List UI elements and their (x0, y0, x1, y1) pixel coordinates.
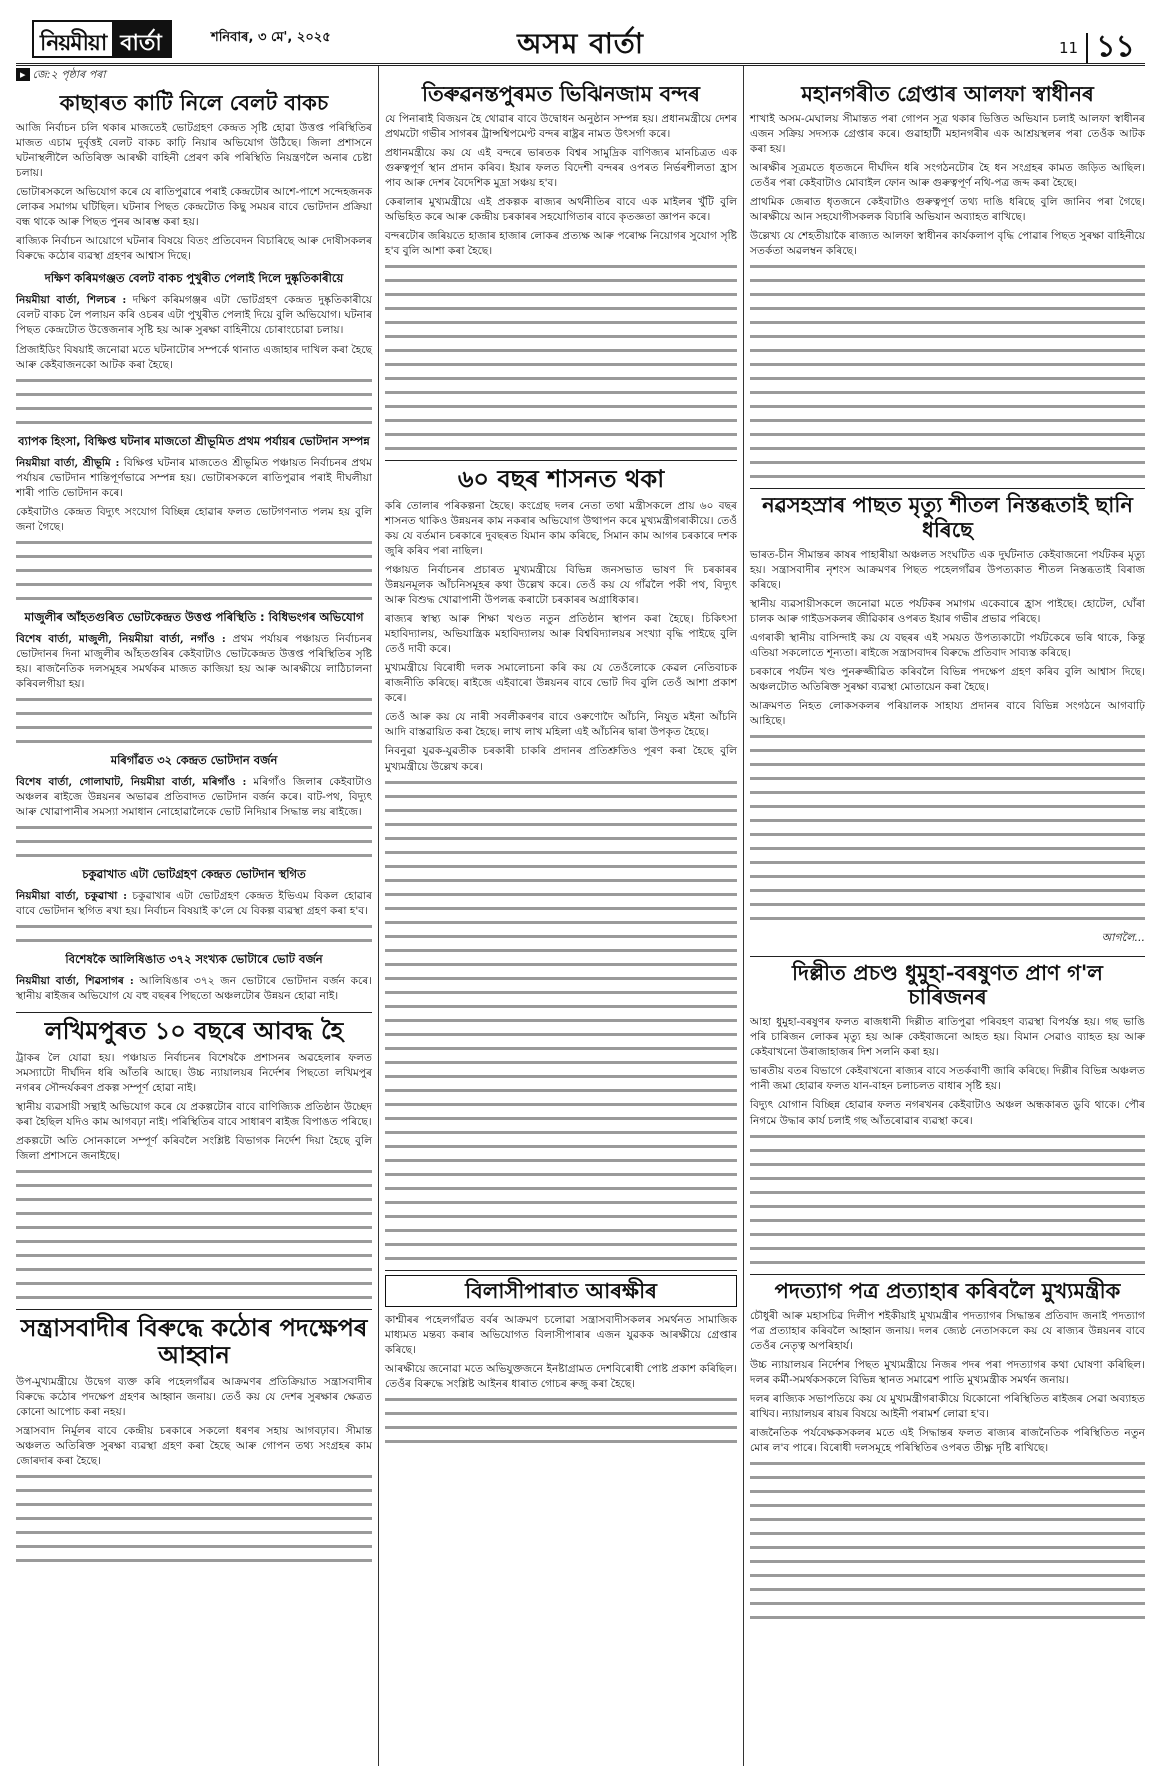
headline: সন্ত্ৰাসবাদীৰ বিৰুদ্ধে কঠোৰ পদক্ষেপৰ আহ্বান (20, 1312, 368, 1370)
paragraph: মুখ্যমন্ত্ৰীয়ে বিৰোধী দলক সমালোচনা কৰি কয় যে তেওঁলোকে কেৱল নেতিবাচক ৰাজনীতি কৰিছে। ৰাইজে এইবাৰো উন্নয়নৰ বাবে ভোট দিব বুলি তেওঁ আশা প্ৰকাশ কৰে। (385, 662, 737, 705)
paragraph: প্ৰিজাইডিং বিষয়াই জনোৱা মতে ঘটনাটোৰ সম্পৰ্কে থানাত এজাহাৰ দাখিল কৰা হৈছে আৰু কেইবাজনকো আটক কৰা হৈছে। (16, 343, 372, 371)
paragraph: তেওঁ আৰু কয় যে নাৰী সবলীকৰণৰ বাবে ওৰুণোদৈ আঁচনি, নিযুত মইনা আঁচনি আদি বাস্তৱায়িত কৰা হৈছে। লাখ লাখ মহিলা এই আঁচনিৰ দ্বাৰা উপকৃত হৈছে। (385, 711, 737, 739)
column-divider (743, 66, 744, 1766)
text-block (16, 923, 372, 944)
subheading: চকুৱাখাত এটা ভোটগ্ৰহণ কেন্দ্ৰত ভোটদান স্থগিত (82, 866, 306, 881)
subheading: ব্যাপক হিংসা, বিক্ষিপ্ত ঘটনাৰ মাজতো শ্ৰীভূমিত প্ৰথম পৰ্যায়ৰ ভোটদান সম্পন্ন (18, 433, 370, 448)
text-block (385, 1396, 737, 1445)
headline-box: বিলাসীপাৰাত আৰক্ষীৰ (385, 1275, 737, 1307)
paragraph: চৌধুৰী আৰু মহাসচিৱ দিলীপ শইকীয়াই মুখ্যমন্ত্ৰীৰ পদত্যাগৰ সিদ্ধান্তৰ প্ৰতিবাদ জনাই পদত্যাগ পত্ৰ প্ৰত্যাহাৰ কৰিবলৈ আহ্বান জনায়। দলৰ জ্যেষ্ঠ নেতাসকলে কয় যে ৰাজ্যৰ উন্নয়নৰ বাবে তেওঁৰ নেতৃত্ব অপৰিহাৰ্য। (750, 1309, 1145, 1352)
paragraph (16, 632, 372, 692)
story-divider (750, 488, 1145, 489)
paragraph: বিদ্যুৎ যোগান বিচ্ছিন্ন হোৱাৰ ফলত নগৰখনৰ কেইবাটাও অঞ্চল অন্ধকাৰত ডুবি থাকে। পৌৰ নিগমে উদ্ধাৰ কাৰ্য চলাই গছ আঁতৰোৱাৰ ব্যৱস্থা কৰে। (750, 1099, 1145, 1127)
paragraph: ৰাজনৈতিক পৰ্যবেক্ষকসকলৰ মতে এই সিদ্ধান্তৰ ফলত ৰাজ্যৰ ৰাজনৈতিক পৰিস্থিতিত নতুন মোৰ ল'ব পাৰে। বিৰোধী দলসমূহে পৰিস্থিতিৰ ওপৰত তীক্ষ্ণ দৃষ্টি ৰাখিছে। (750, 1426, 1145, 1454)
story-divider (16, 1012, 372, 1013)
paragraph: উচ্চ ন্যায়ালয়ৰ নিৰ্দেশৰ পিছত মুখ্যমন্ত্ৰীয়ে নিজৰ পদৰ পৰা পদত্যাগৰ কথা ঘোষণা কৰিছিল। দলৰ কৰ্মী-সমৰ্থকসকলে বিভিন্ন স্থানত সমাৱেশ পাতি মুখ্যমন্ত্ৰীক সমৰ্থন জনায়। (750, 1358, 1145, 1386)
headline: তিৰুৱনন্তপুৰমত ভিঝিনজাম বন্দৰ (422, 81, 700, 106)
middle-column (385, 66, 737, 1452)
section-title: অসম বাৰ্তা (517, 27, 644, 60)
paragraph: আজি নিৰ্বাচন চলি থকাৰ মাজতেই ভোটগ্ৰহণ কেন্দ্ৰত সৃষ্টি হোৱা উত্তপ্ত পৰিস্থিতিৰ মাজত এচাম দুৰ্বৃত্তই বেলট বাকচ কাঢ়ি নিয়াৰ অভিযোগ উঠিছে। জিলা প্ৰশাসনে ঘটনাস্থলীলৈ অতিৰিক্ত আৰক্ষী বাহিনী প্ৰেৰণ কৰি পৰিস্থিতি নিয়ন্ত্ৰণলৈ অনাৰ চেষ্টা চলায়। (16, 122, 372, 180)
paragraph: কৰি তোলাৰ পৰিকল্পনা হৈছে। কংগ্ৰেছ দলৰ নেতা তথা মন্ত্ৰীসকলে প্ৰায় ৬০ বছৰ শাসনত থাকিও উন্নয়নৰ কাম নকৰাৰ অভিযোগ উত্থাপন কৰে মুখ্যমন্ত্ৰীগৰাকীয়ে। তেওঁ কয় যে বৰ্তমান চৰকাৰে দুবছৰত যিমান কাম কৰিছে, সিমান কাম আগৰ চৰকাৰে দশক জুৰি কৰিব পৰা নাছিল। (385, 500, 737, 558)
paragraph: আহা ধুমুহা-বৰষুণৰ ফলত ৰাজধানী দিল্লীত ৰাতিপুৱা পৰিবহণ ব্যৱস্থা বিপৰ্যস্ত হয়। গছ ভাঙি পৰি চাৰিজন লোকৰ মৃত্যু হয় আৰু কেইবাজনো আহত হয়। বিমান সেৱাও ব্যাহত হয় আৰু কেইবাখনো উৰাজাহাজৰ দিশ সলনি কৰা হয়। (750, 1016, 1145, 1059)
paragraph: প্ৰধানমন্ত্ৰীয়ে কয় যে এই বন্দৰে ভাৰতক বিশ্বৰ সামুদ্ৰিক বাণিজ্যৰ মানচিত্ৰত এক গুৰুত্বপূৰ্ণ স্থান প্ৰদান কৰিব। ইয়াৰ ফলত বিদেশী বন্দৰৰ ওপৰত নিৰ্ভৰশীলতা হ্ৰাস পাব আৰু দেশৰ বৈদেশিক মুদ্ৰা সঞ্চয় হ'ব। (385, 147, 737, 190)
dateline: নিয়মীয়া বাৰ্তা, শিলচৰ : (16, 294, 127, 307)
paragraph: উল্লেখ্য যে শেহতীয়াকৈ ৰাজ্যত আলফা স্বাধীনৰ কাৰ্যকলাপ বৃদ্ধি পোৱাৰ পিছত সুৰক্ষা বাহিনীয়ে সতৰ্কতা অৱলম্বন কৰিছে। (750, 230, 1145, 258)
story-divider (385, 460, 737, 461)
paragraph: প্ৰকল্পটো অতি সোনকালে সম্পূৰ্ণ কৰিবলৈ সংশ্লিষ্ট বিভাগক নিৰ্দেশ দিয়া হৈছে বুলি জিলা প্ৰশাসনে জনাইছে। (16, 1134, 372, 1162)
paragraph (16, 456, 372, 501)
paragraph: কেইবাটাও কেন্দ্ৰত বিদ্যুৎ সংযোগ বিচ্ছিন্ন হোৱাৰ ফলত ভোটগণনাত পলম হয় বুলি জনা গৈছে। (16, 505, 372, 533)
paragraph: এগৰাকী স্থানীয় বাসিন্দাই কয় যে বছৰৰ এই সময়ত উপত্যকাটো পৰ্যটকেৰে ভৰি থাকে, কিন্তু এতিয়া সকলোতে শূন্যতা। ৰাইজে সন্ত্ৰাসবাদৰ বিৰুদ্ধে প্ৰতিবাদ সাব্যস্ত কৰিছে। (750, 631, 1145, 659)
paragraph: শাখাই অসম-মেঘালয় সীমান্তত পৰা গোপন সূত্ৰ থকাৰ ভিত্তিত অভিযান চলাই আলফা স্বাধীনৰ এজন সক্ৰিয় সদস্যক গ্ৰেপ্তাৰ কৰে। গুৱাহাটী মহানগৰীৰ এক আশ্ৰয়স্থলৰ পৰা তেওঁক আটক কৰা হয়। (750, 113, 1145, 156)
headline: দিল্লীত প্ৰচণ্ড ধুমুহা-বৰষুণত প্ৰাণ গ'ল চাৰিজনৰ (792, 960, 1103, 1010)
paragraph: প্ৰাথমিক জেৰাত ধৃতজনে কেইবাটাও গুৰুত্বপূৰ্ণ তথ্য দাঙি ধৰিছে বুলি জানিব পৰা গৈছে। আৰক্ষীয়ে আন সহযোগীসকলক বিচাৰি অভিযান অব্যাহত ৰাখিছে। (750, 196, 1145, 224)
subheading: বিশেষকৈ আলিষিঙাত ৩৭২ সংখ্যক ভোটাৰে ভোট বৰ্জন (65, 952, 323, 967)
paragraph: পঞ্চায়ত নিৰ্বাচনৰ প্ৰচাৰত মুখ্যমন্ত্ৰীয়ে বিভিন্ন জনসভাত ভাষণ দি চৰকাৰৰ উন্নয়নমূলক আঁচনিসমূহৰ কথা উল্লেখ কৰে। তেওঁ কয় যে গাঁৱলৈ পকী পথ, বিদ্যুৎ আৰু বিশুদ্ধ খোৱাপানী উপলব্ধ কৰাটো চৰকাৰৰ অগ্ৰাধিকাৰ। (385, 564, 737, 607)
headline: মহানগৰীত গ্ৰেপ্তাৰ আলফা স্বাধীনৰ (801, 81, 1094, 106)
text-block (16, 696, 372, 745)
paragraph-text: প্ৰথম পৰ্যায়ৰ পঞ্চায়ত নিৰ্বাচনৰ ভোটদানৰ দিনা মাজুলীৰ আঁহতগুৰিৰ কেইবাটাও ভোটকেন্দ্ৰত উত্তপ্ত পৰিস্থিতিৰ সৃষ্টি হয়। ৰাজনৈতিক দলসমূহৰ সমৰ্থকৰ মাজত কাজিয়া হয় আৰু আৰক্ষীয়ে লাঠিচালনা কৰিবলগীয়া হয়। (16, 632, 372, 690)
dateline: নিয়মীয়া বাৰ্তা, শ্ৰীভূমি : (16, 456, 120, 469)
text-block (750, 733, 1145, 922)
text-block (750, 263, 1145, 480)
paragraph: উপ-মুখ্যমন্ত্ৰীয়ে উদ্বেগ ব্যক্ত কৰি পহেলগাঁৱৰ আক্ৰমণৰ প্ৰতিক্ৰিয়াত সন্ত্ৰাসবাদীৰ বিৰুদ্ধে কঠোৰ পদক্ষেপ গ্ৰহণৰ আহ্বান জনায়। তেওঁ কয় যে দেশৰ সুৰক্ষাৰ ক্ষেত্ৰত কোনো আপোচ কৰা নহয়। (16, 1376, 372, 1419)
subheading: দক্ষিণ কৰিমগঞ্জত বেলট বাকচ পুখুৰীত পেলাই দিলে দুষ্কৃতিকাৰীয়ে (44, 271, 344, 286)
paragraph: আৰক্ষীয়ে জনোৱা মতে অভিযুক্তজনে ইনষ্টাগ্ৰামত দেশবিৰোধী পোষ্ট প্ৰকাশ কৰিছিল। তেওঁৰ বিৰুদ্ধে সংশ্লিষ্ট আইনৰ ধাৰাত গোচৰ ৰুজু কৰা হৈছে। (385, 1362, 737, 1390)
story-divider (385, 1270, 737, 1271)
paragraph: স্থানীয় ব্যৱসায়ী সন্থাই অভিযোগ কৰে যে প্ৰকল্পটোৰ বাবে বাণিজ্যিক প্ৰতিষ্ঠান উচ্ছেদ কৰা হৈছিল যদিও কাম আগবঢ়া নাই। পৰিস্থিতিৰ বাবে সাধাৰণ ৰাইজ বিপাঙত পৰিছে। (16, 1100, 372, 1128)
masthead (16, 14, 1145, 66)
subheading: মৰিগাঁৱত ৩২ কেন্দ্ৰত ভোটদান বৰ্জন (110, 752, 278, 767)
continued-tag-text: জে:২ পৃষ্ঠাৰ পৰা (32, 68, 106, 81)
text-block (16, 1168, 372, 1301)
headline: ৬০ বছৰ শাসনত থকা (457, 464, 665, 494)
headline: কাছাৰত কাটি নিলে বেলট বাকচ (59, 90, 329, 115)
story-divider (750, 1274, 1145, 1275)
headline (385, 1275, 737, 1307)
paragraph: স্থানীয় ব্যৱসায়ীসকলে জনোৱা মতে পৰ্যটকৰ সমাগম একেবাৰে হ্ৰাস পাইছে। হোটেল, ঘোঁৰা চালক আৰু গাইডসকলৰ জীৱিকাৰ ওপৰত ইয়াৰ গভীৰ প্ৰভাৱ পৰিছে। (750, 597, 1145, 625)
paragraph (16, 889, 372, 919)
subheading: মাজুলীৰ আঁহতগুৰিত ভোটকেন্দ্ৰত উত্তপ্ত পৰিস্থিতি : বিধিভংগৰ অভিযোগ (24, 609, 364, 624)
paragraph: ট্ৰাকৰ লৈ যোৱা হয়। পঞ্চায়ত নিৰ্বাচনৰ বিশেষকৈ প্ৰশাসনৰ অৱহেলাৰ ফলত সমস্যাটো দীৰ্ঘদিন ধৰি আঁতৰি আছে। উচ্চ ন্যায়ালয়ৰ নিৰ্দেশৰ পিছতো লখিমপুৰ নগৰৰ সৌন্দৰ্যকৰণ প্ৰকল্প সম্পূৰ্ণ হোৱা নাই। (16, 1051, 372, 1094)
dateline: নিয়মীয়া বাৰ্তা, শিৱসাগৰ : (16, 975, 134, 988)
text-block (750, 1133, 1145, 1266)
text-block (16, 377, 372, 426)
text-block (385, 779, 737, 1262)
story-divider (750, 956, 1145, 957)
paragraph: ৰাজ্যিক নিৰ্বাচন আয়োগে ঘটনাৰ বিষয়ে বিতং প্ৰতিবেদন বিচাৰিছে আৰু দোষীসকলৰ বিৰুদ্ধে কঠোৰ ব্যৱস্থা গ্ৰহণৰ আশ্বাস দিছে। (16, 235, 372, 263)
page-number-divider (1086, 33, 1088, 63)
text-block (16, 1473, 372, 1564)
headline: পদত্যাগ পত্ৰ প্ৰত্যাহাৰ কৰিবলৈ মুখ্যমন্ত্ৰীক (774, 1277, 1121, 1303)
paragraph: সন্ত্ৰাসবাদ নিৰ্মূলৰ বাবে কেন্দ্ৰীয় চৰকাৰে সকলো ধৰণৰ সহায় আগবঢ়াব। সীমান্ত অঞ্চলত অতিৰিক্ত সুৰক্ষা ব্যৱস্থা গ্ৰহণ কৰা হৈছে আৰু গোপন তথ্য সংগ্ৰহৰ কাম জোৰদাৰ কৰা হৈছে। (16, 1425, 372, 1468)
right-column (750, 66, 1145, 1628)
paragraph-text: মৰিগাঁও জিলাৰ কেইবাটাও অঞ্চলৰ ৰাইজে উন্নয়নৰ অভাৱৰ প্ৰতিবাদত ভোটদান বৰ্জন কৰে। বাট-পথ, বিদ্যুৎ আৰু খোৱাপানীৰ সমস্যা সমাধান নোহোৱালৈকে ভোট নিদিয়াৰ সিদ্ধান্ত লয় ৰাইজে। (16, 775, 372, 818)
paragraph: কাশ্মীৰৰ পহেলগাঁৱত বৰ্বৰ আক্ৰমণ চলোৱা সন্ত্ৰাসবাদীসকলৰ সমৰ্থনত সামাজিক মাধ্যমত মন্তব্য কৰাৰ অভিযোগত বিলাসীপাৰাৰ এজন যুৱকক আৰক্ষীয়ে গ্ৰেপ্তাৰ কৰিছে। (385, 1313, 737, 1356)
continued-tag: ▸ জে:২ পৃষ্ঠাৰ পৰা (16, 66, 372, 85)
column-divider (378, 66, 379, 1766)
paragraph-text: দক্ষিণ কৰিমগঞ্জৰ এটা ভোটগ্ৰহণ কেন্দ্ৰত দুষ্কৃতিকাৰীয়ে বেলট বাকচ লৈ পলায়ন কৰি ওচৰৰ এটা পুখুৰীত পেলাই দিয়ে বুলি অভিযোগ। ঘটনাৰ পিছত কেন্দ্ৰটোত উত্তেজনাৰ সৃষ্টি হয় আৰু সুৰক্ষা বাহিনীয়ে চোৰাংচোৱা চলায়। (16, 294, 372, 337)
paragraph (16, 775, 372, 820)
paragraph: আক্ৰমণত নিহত লোকসকলৰ পৰিয়ালক সাহায্য প্ৰদানৰ বাবে বিভিন্ন সংগঠনে আগবাঢ়ি আহিছে। (750, 699, 1145, 728)
text-block (750, 1460, 1145, 1621)
paragraph: ৰাজ্যৰ স্বাস্থ্য আৰু শিক্ষা খণ্ডত নতুন প্ৰতিষ্ঠান স্থাপন কৰা হৈছে। চিকিৎসা মহাবিদ্যালয়, অভিযান্ত্ৰিক মহাবিদ্যালয় আৰু বিশ্ববিদ্যালয়ৰ সংখ্যা বৃদ্ধি পাইছে বুলি তেওঁ দাবী কৰে। (385, 613, 737, 656)
page-number-latin: 11 (1058, 38, 1079, 57)
text-block (385, 263, 737, 452)
dateline: বিশেষ বাৰ্তা, মাজুলী, নিয়মীয়া বাৰ্তা, নগাঁও : (16, 632, 226, 645)
continued-marker: আগলৈ... (1101, 931, 1145, 945)
page-number-native: ১১ (1096, 29, 1135, 64)
paragraph-text: বিক্ষিপ্ত ঘটনাৰ মাজতেও শ্ৰীভূমিত পঞ্চায়ত নিৰ্বাচনৰ প্ৰথম পৰ্যায়ৰ ভোটদান শান্তিপূৰ্ণভাৱে সম্পন্ন হয়। ভোটাৰসকলে ৰাতিপুৱাৰ পৰাই দীঘলীয়া শাৰী পাতি ভোটদান কৰে। (16, 456, 372, 499)
dateline: বিশেষ বাৰ্তা, গোলাঘাট, নিয়মীয়া বাৰ্তা, মৰিগাঁও : (16, 775, 247, 788)
paragraph: চৰকাৰে পৰ্যটন খণ্ড পুনৰুজ্জীৱিত কৰিবলৈ বিভিন্ন পদক্ষেপ গ্ৰহণ কৰিব বুলি আশ্বাস দিছে। অঞ্চলটোত অতিৰিক্ত সুৰক্ষা ব্যৱস্থা মোতায়েন কৰা হৈছে। (750, 665, 1145, 693)
paragraph: কেৰালাৰ মুখ্যমন্ত্ৰীয়ে এই প্ৰকল্পক ৰাজ্যৰ অৰ্থনীতিৰ বাবে এক মাইলৰ খুঁটি বুলি অভিহিত কৰে আৰু কেন্দ্ৰীয় চৰকাৰৰ সহযোগিতাৰ বাবে কৃতজ্ঞতা জ্ঞাপন কৰে। (385, 196, 737, 224)
headline: লখিমপুৰত ১০ বছৰে আবদ্ধ হৈ (44, 1016, 344, 1046)
dateline: নিয়মীয়া বাৰ্তা, চকুৱাখা : (16, 889, 127, 902)
paragraph-text: আলিষিঙাৰ ৩৭২ জন ভোটাৰে ভোটদান বৰ্জন কৰে। স্থানীয় ৰাইজৰ অভিযোগ যে বহু বছৰৰ পিছতো অঞ্চলটোৰ উন্নয়ন হোৱা নাই। (16, 975, 373, 1003)
paragraph: আৰক্ষীৰ সূত্ৰমতে ধৃতজনে দীৰ্ঘদিন ধৰি সংগঠনটোৰ হৈ ধন সংগ্ৰহৰ কামত জড়িত আছিল। তেওঁৰ পৰা কেইবাটাও মোবাইল ফোন আৰু গুৰুত্বপূৰ্ণ নথি-পত্ৰ জব্দ কৰা হৈছে। (750, 162, 1145, 190)
headline: নৱসহস্ৰাৰ পাছত মৃত্যু শীতল নিস্তব্ধতাই ছানি ধৰিছে (762, 492, 1133, 542)
issue-date: শনিবাৰ, ৩ মে', ২০২৫ (211, 30, 331, 45)
paragraph-text: চকুৱাখাৰ এটা ভোটগ্ৰহণ কেন্দ্ৰত ইভিএম বিকল হোৱাৰ বাবে ভোটদান স্থগিত ৰখা হয়। নিৰ্বাচন বিষয়াই ক'লে যে বিকল্প ব্যৱস্থা গ্ৰহণ কৰা হ'ব। (16, 889, 373, 917)
logo-part2: বাৰ্তা (112, 22, 170, 56)
paragraph: বন্দৰটোৰ জৰিয়তে হাজাৰ হাজাৰ লোকৰ প্ৰত্যক্ষ আৰু পৰোক্ষ নিয়োগৰ সুযোগ সৃষ্টি হ'ব বুলি আশা কৰা হৈছে। (385, 230, 737, 258)
paragraph (16, 974, 372, 1004)
paragraph: ভোটাৰসকলে অভিযোগ কৰে যে ৰাতিপুৱাৰে পৰাই কেন্দ্ৰটোৰ আশে-পাশে সন্দেহজনক লোকৰ সমাগম ঘটিছিল। ঘটনাৰ পিছত কেন্দ্ৰটোত কিছু সময়ৰ বাবে ভোটদান প্ৰক্ৰিয়া বন্ধ থাকে আৰু পিছত পুনৰ আৰম্ভ কৰা হয়। (16, 186, 372, 229)
text-block (16, 824, 372, 859)
logo-part1: নিয়মীয়া (34, 22, 112, 56)
story-divider (16, 1309, 372, 1310)
left-column (16, 66, 372, 1571)
paragraph: দলৰ ৰাজ্যিক সভাপতিয়ে কয় যে মুখ্যমন্ত্ৰীগৰাকীয়ে যিকোনো পৰিস্থিতিত ৰাইজৰ সেৱা অব্যাহত ৰাখিব। ন্যায়ালয়ৰ ৰায়ৰ বিষয়ে আইনী পৰামৰ্শ লোৱা হ'ব। (750, 1392, 1145, 1420)
paragraph: নিবনুৱা যুৱক-যুৱতীক চৰকাৰী চাকৰি প্ৰদানৰ প্ৰতিশ্ৰুতিও পূৰণ কৰা হৈছে বুলি মুখ্যমন্ত্ৰীয়ে উল্লেখ কৰে। (385, 745, 737, 773)
text-block (16, 539, 372, 602)
paragraph: যে পিনাৰাই বিজয়ন হৈ থোৱাৰ বাবে উদ্বোধন অনুষ্ঠান সম্পন্ন হয়। প্ৰধানমন্ত্ৰীয়ে দেশৰ প্ৰথমটো গভীৰ সাগৰৰ ট্ৰান্সশ্বিপমেণ্ট বন্দৰ ৰাষ্ট্ৰৰ নামত উৎসৰ্গা কৰে। (385, 113, 737, 141)
paragraph (16, 293, 372, 338)
paragraph: ভাৰত-চীন সীমান্তৰ কাষৰ পাহাৰীয়া অঞ্চলত সংঘটিত এক দুৰ্ঘটনাত কেইবাজনো পৰ্যটকৰ মৃত্যু হয়। সন্ত্ৰাসবাদীৰ নৃশংস আক্ৰমণৰ পিছত পহেলগাঁৱৰ উপত্যকাত শীতল নিস্তব্ধতাই বিৰাজ কৰিছে। (750, 548, 1145, 591)
paragraph: ভাৰতীয় বতৰ বিভাগে কেইবাখনো ৰাজ্যৰ বাবে সতৰ্কবাণী জাৰি কৰিছে। দিল্লীৰ বিভিন্ন অঞ্চলত পানী জমা হোৱাৰ ফলত যান-বাহন চলাচলত বাধাৰ সৃষ্টি হয়। (750, 1065, 1145, 1093)
